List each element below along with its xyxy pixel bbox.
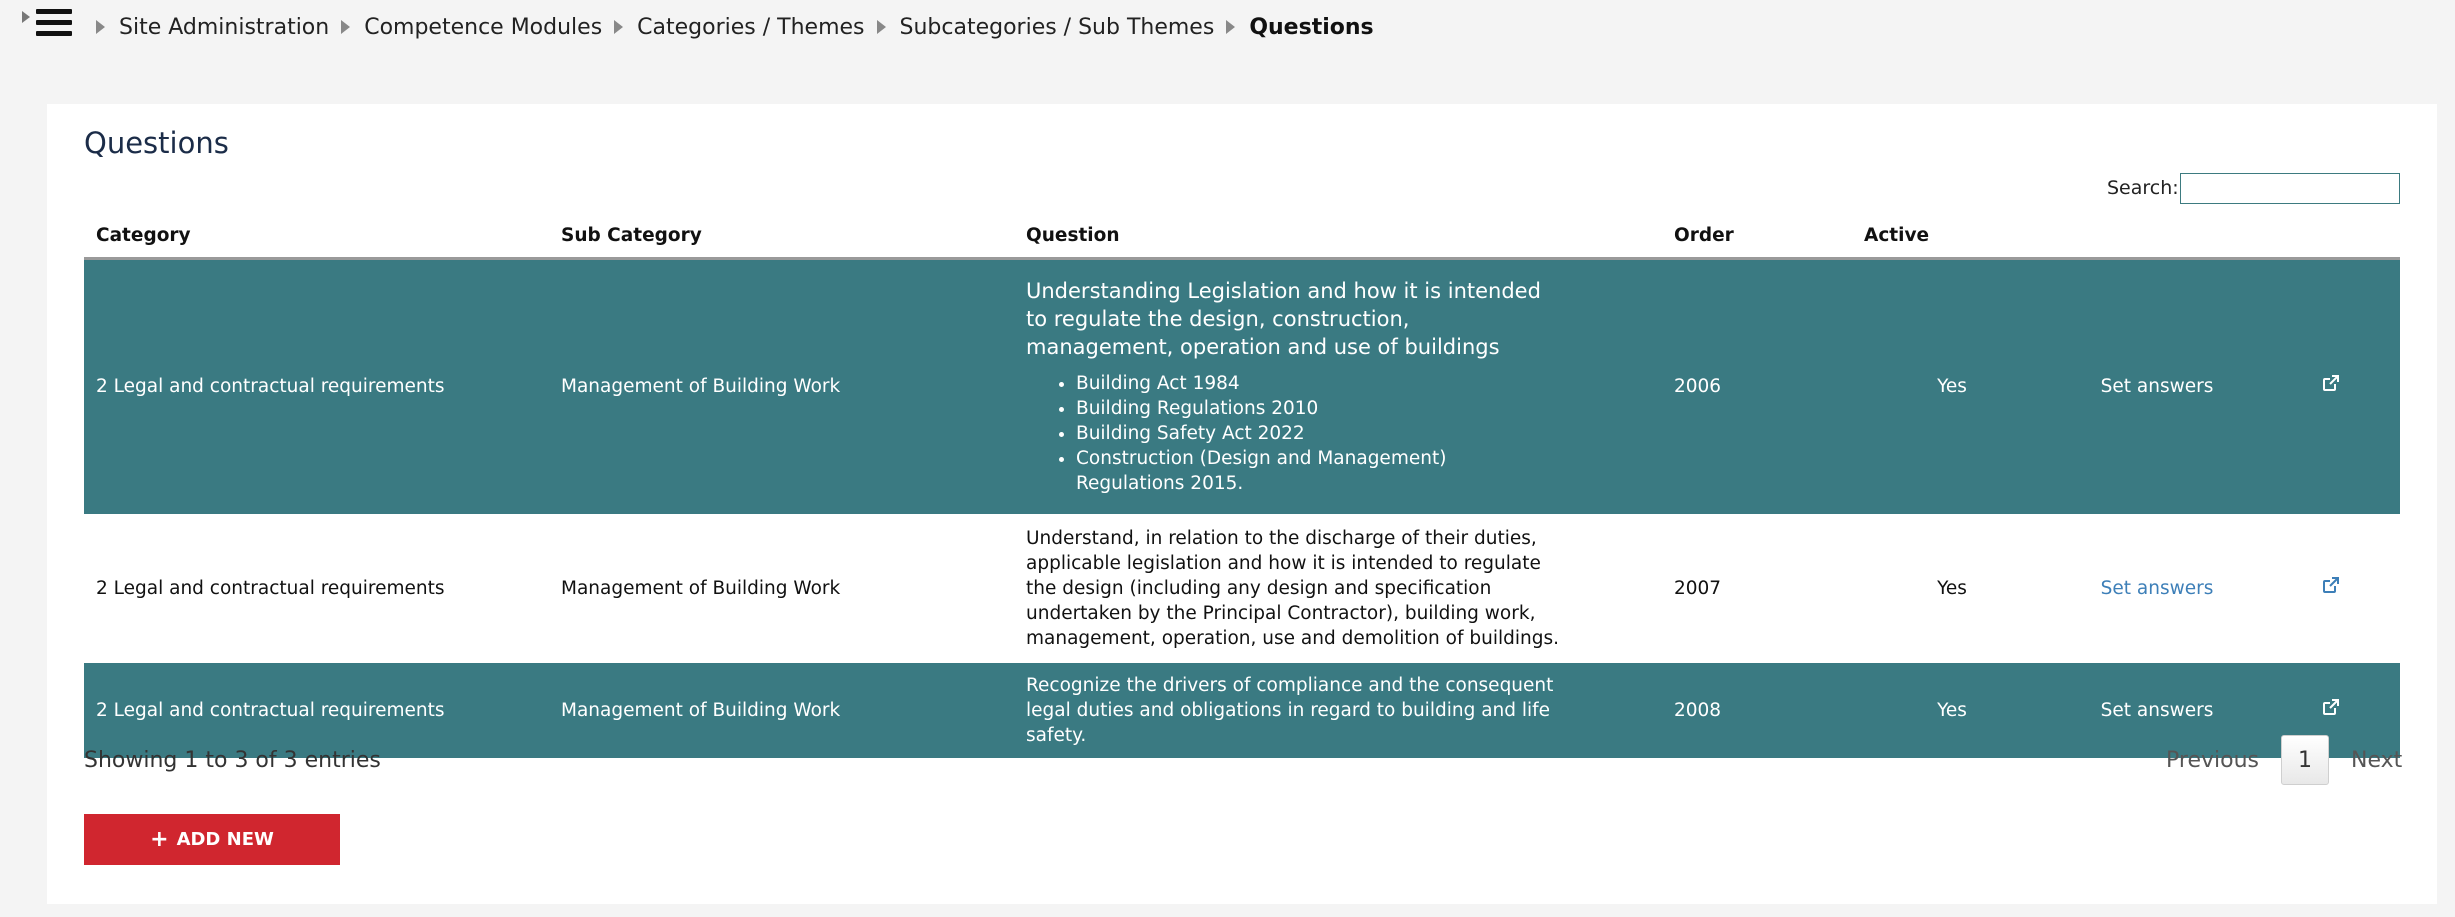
cell-sub-category: Management of Building Work <box>549 258 1014 514</box>
pagination <box>2146 735 2422 785</box>
chevron-right-icon <box>877 20 886 34</box>
cell-link <box>2262 514 2400 663</box>
previous-button[interactable]: Previous <box>2166 747 2259 773</box>
breadcrumb-site-administration[interactable]: Site Administration <box>119 14 330 40</box>
external-link-icon[interactable] <box>2321 575 2341 595</box>
cell-order: 2007 <box>1662 514 1852 663</box>
cell-active: Yes <box>1852 663 2052 758</box>
top-bar <box>0 0 2455 54</box>
breadcrumb-categories-themes[interactable]: Categories / Themes <box>637 14 865 40</box>
header-order[interactable]: Order <box>1662 214 1852 258</box>
table-row <box>84 663 2400 758</box>
page-1-button[interactable]: 1 <box>2281 735 2329 785</box>
external-link-icon[interactable] <box>2321 697 2341 717</box>
add-new-button[interactable] <box>84 814 340 865</box>
cell-order: 2008 <box>1662 663 1852 758</box>
questions-table <box>84 214 2400 758</box>
breadcrumb-subcategories[interactable]: Subcategories / Sub Themes <box>899 14 1215 40</box>
external-link-icon[interactable] <box>2321 373 2341 393</box>
cell-sub-category: Management of Building Work <box>549 514 1014 663</box>
breadcrumb <box>84 12 1374 42</box>
cell-category: 2 Legal and contractual requirements <box>84 663 549 758</box>
table-info: Showing 1 to 3 of 3 entries <box>84 748 381 773</box>
chevron-right-icon <box>1226 20 1235 34</box>
cell-active: Yes <box>1852 258 2052 514</box>
table-header-row <box>84 214 2400 258</box>
list-item: • Building Act 1984 <box>1076 371 1556 396</box>
list-item: • Construction (Design and Management) Regulations 2015. <box>1076 446 1556 496</box>
header-link <box>2262 214 2400 258</box>
chevron-right-icon <box>614 20 623 34</box>
cell-question <box>1014 258 1662 514</box>
table-row <box>84 514 2400 663</box>
table-row <box>84 258 2400 514</box>
chevron-right-icon <box>341 20 350 34</box>
cell-link <box>2262 258 2400 514</box>
question-bullet-list <box>1076 371 1556 496</box>
cell-question <box>1014 514 1662 663</box>
cell-actions <box>2052 258 2262 514</box>
cell-active: Yes <box>1852 514 2052 663</box>
cell-question <box>1014 663 1662 758</box>
search-input[interactable] <box>2180 173 2400 204</box>
search-label: Search: <box>2107 177 2179 199</box>
cell-sub-category: Management of Building Work <box>549 663 1014 758</box>
cell-order: 2006 <box>1662 258 1852 514</box>
cell-actions <box>2052 514 2262 663</box>
next-button[interactable]: Next <box>2350 747 2403 773</box>
breadcrumb-competence-modules[interactable]: Competence Modules <box>364 14 603 40</box>
add-new-label: ADD NEW <box>176 829 274 850</box>
questions-card <box>47 104 2437 904</box>
header-active[interactable]: Active <box>1852 214 2052 258</box>
list-item: • Building Safety Act 2022 <box>1076 421 1556 446</box>
list-item: • Building Regulations 2010 <box>1076 396 1556 421</box>
set-answers-link[interactable]: Set answers <box>2100 578 2214 599</box>
question-text: Understanding Legislation and how it is intended to regulate the design, construction, management, operation and use of buildings <box>1026 279 1541 360</box>
collapse-arrow-icon[interactable] <box>22 11 30 23</box>
header-question[interactable]: Question <box>1014 214 1662 258</box>
header-actions <box>2052 214 2262 258</box>
chevron-right-icon <box>96 20 105 34</box>
cell-category: 2 Legal and contractual requirements <box>84 514 549 663</box>
set-answers-link[interactable]: Set answers <box>2100 700 2214 721</box>
header-sub-category[interactable]: Sub Category <box>549 214 1014 258</box>
question-text: Understand, in relation to the discharge of their duties, applicable legislation and how it is intended to regulate the design (including any design and specification undertaken by the Principal Contractor), building work, management, operation, use and demolition of buildings. <box>1026 528 1559 649</box>
hamburger-menu-icon[interactable] <box>36 6 74 38</box>
header-category[interactable]: Category <box>84 214 549 258</box>
page-title: Questions <box>84 126 229 160</box>
set-answers-link[interactable]: Set answers <box>2100 376 2214 398</box>
breadcrumb-current: Questions <box>1249 14 1374 40</box>
question-text: Recognize the drivers of compliance and the consequent legal duties and obligations in regard to building and life safety. <box>1026 675 1554 746</box>
plus-icon: + <box>150 827 169 852</box>
cell-category: 2 Legal and contractual requirements <box>84 258 549 514</box>
